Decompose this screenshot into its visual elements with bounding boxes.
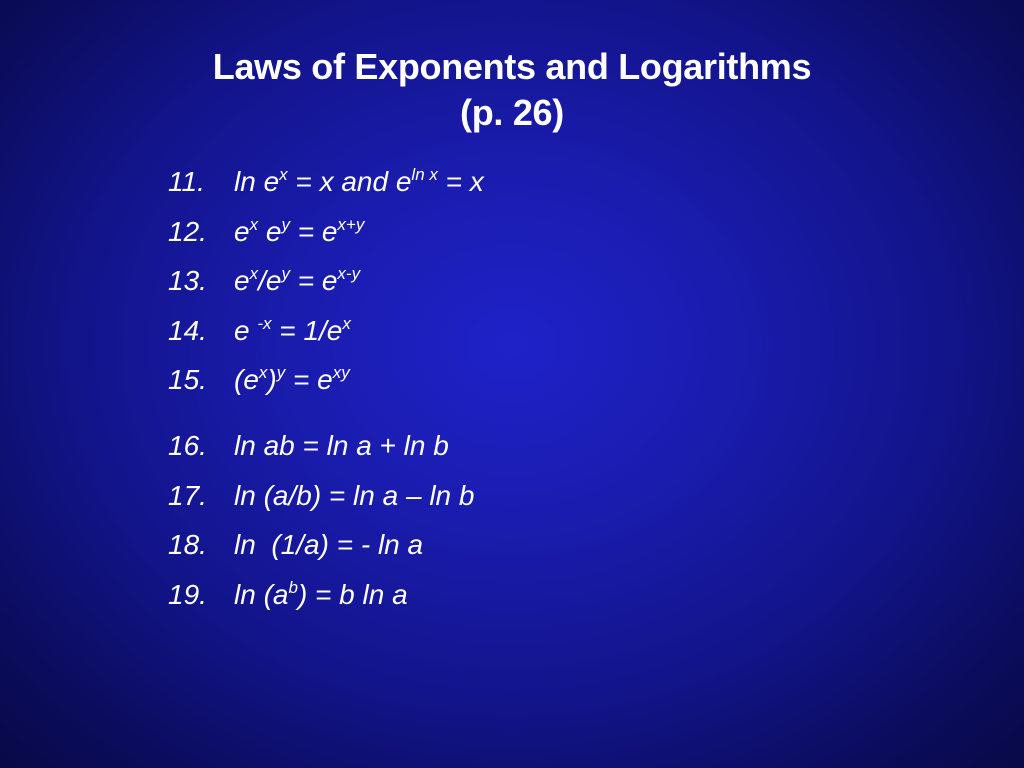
law-item <box>168 212 484 262</box>
law-formula <box>234 311 351 351</box>
law-number: 14. <box>168 314 207 346</box>
law-formula-superscript: y <box>281 264 290 283</box>
law-formula-text: e <box>234 265 250 296</box>
law-formula-superscript: -x <box>257 313 272 333</box>
law-formula-text: ) <box>267 364 277 395</box>
law-formula <box>234 162 484 202</box>
law-formula-superscript: x+y <box>337 214 365 234</box>
laws-list <box>168 162 484 624</box>
law-formula <box>234 575 408 615</box>
slide-title-line-2: (p. 26) <box>460 92 564 133</box>
law-formula-text: ln (a <box>234 578 289 610</box>
law-formula-superscript: x <box>249 214 259 234</box>
law-formula-superscript: y <box>281 214 290 234</box>
law-formula <box>234 426 449 466</box>
law-formula-text: = e <box>289 265 338 296</box>
law-number: 17. <box>168 479 207 511</box>
law-formula <box>234 261 360 301</box>
law-formula-text: ln ab = ln a + ln b <box>234 430 449 461</box>
law-formula-superscript: x-y <box>337 264 361 283</box>
law-formula-text: (e <box>234 364 259 395</box>
law-formula-text: = x <box>437 166 484 197</box>
law-number: 19. <box>168 578 207 610</box>
law-formula <box>234 360 350 400</box>
law-formula <box>234 212 364 252</box>
law-formula-superscript: y <box>276 363 286 382</box>
law-number: 18. <box>168 529 207 560</box>
law-item <box>168 261 484 311</box>
law-formula-text: ln (a/b) = ln a – ln b <box>234 479 475 511</box>
law-item <box>168 360 484 426</box>
law-item <box>168 426 484 476</box>
law-item <box>168 476 484 526</box>
law-number: 12. <box>168 215 207 247</box>
slide-title-line-1: Laws of Exponents and Logarithms <box>212 46 812 87</box>
law-item <box>168 525 484 575</box>
law-formula-text: ln e <box>234 166 280 197</box>
law-formula-text: = e <box>285 364 333 395</box>
law-number: 11. <box>168 166 205 197</box>
law-number: 13. <box>168 265 207 296</box>
law-formula-text: = e <box>289 215 338 247</box>
law-item <box>168 575 484 625</box>
law-formula-text: = 1/e <box>271 314 343 346</box>
law-formula-text: e <box>258 215 282 247</box>
law-formula-text: /e <box>258 265 282 296</box>
law-formula-superscript: b <box>288 577 298 597</box>
law-formula-superscript: x <box>258 363 268 382</box>
law-formula-text: e <box>234 215 250 247</box>
law-formula-superscript: x <box>249 264 259 283</box>
law-formula-superscript: x <box>279 165 288 184</box>
law-formula-superscript: xy <box>332 363 350 382</box>
law-formula-superscript: ln x <box>411 165 438 184</box>
law-item <box>168 162 484 212</box>
law-number: 15. <box>168 364 207 395</box>
law-formula-text: ) = b ln a <box>297 578 408 610</box>
law-formula <box>234 525 423 565</box>
slide-title <box>0 44 1024 136</box>
law-formula-superscript: x <box>342 313 351 333</box>
law-formula-text: ln (1/a) = - ln a <box>234 529 424 560</box>
law-item <box>168 311 484 361</box>
law-number: 16. <box>168 430 207 461</box>
law-formula-text: = x and e <box>287 166 412 197</box>
law-formula <box>234 476 474 516</box>
law-formula-text: e <box>234 314 258 346</box>
